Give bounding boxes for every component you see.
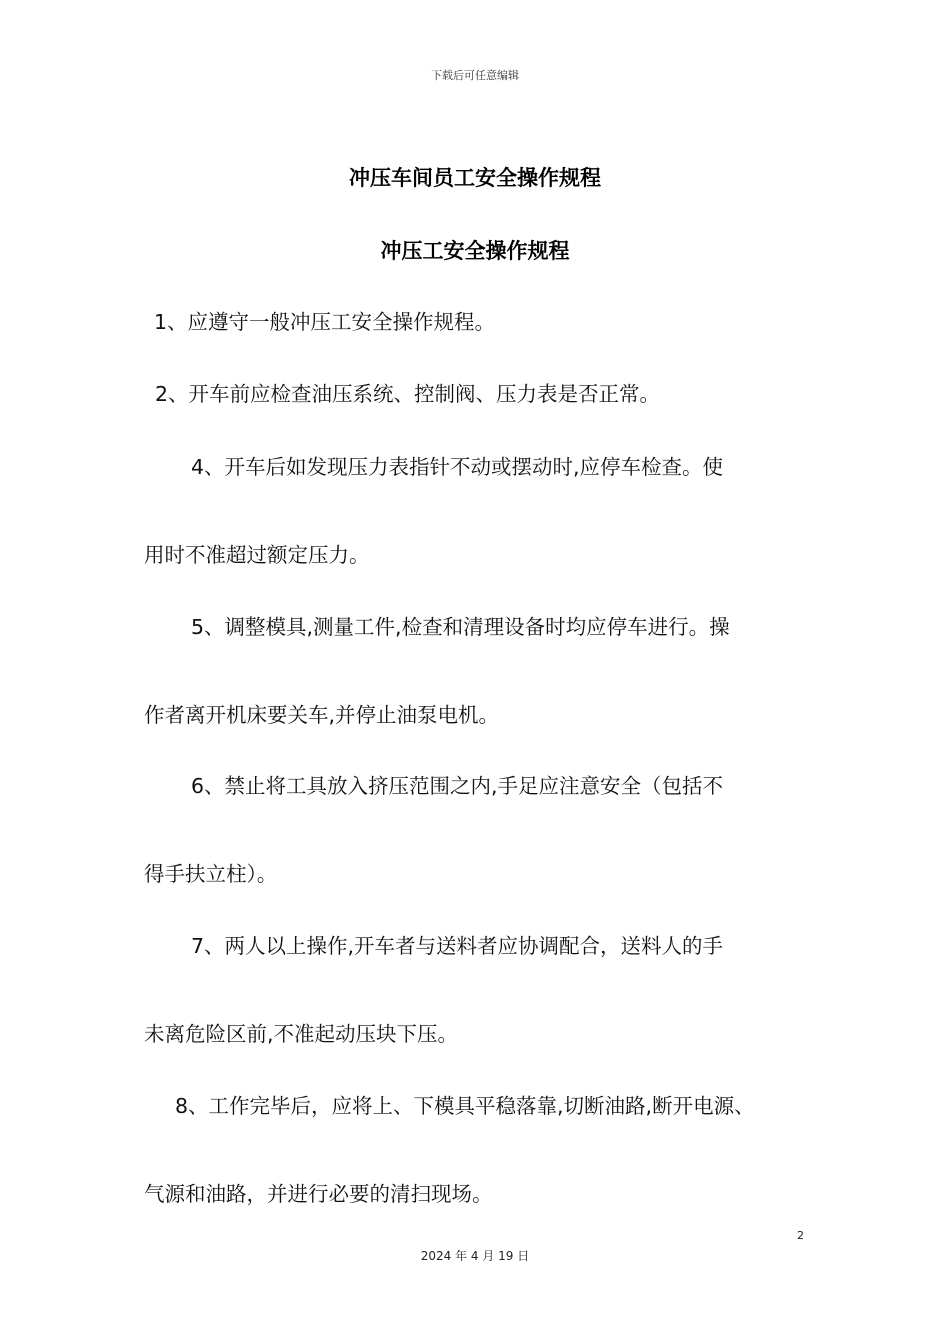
item-line: 8、工作完毕后，应将上、下模具平稳落靠,切断油路,断开电源、	[175, 1094, 755, 1118]
item-line: 5、调整模具,测量工件,检查和清理设备时均应停车进行。操	[191, 615, 730, 639]
document-title: 冲压车间员工安全操作规程	[349, 166, 601, 190]
list-item-7	[144, 902, 824, 1078]
list-item-5	[144, 583, 824, 759]
item-line: 2、开车前应检查油压系统、控制阀、压力表是否正常。	[155, 382, 661, 406]
item-line: 1、应遵守一般冲压工安全操作规程。	[154, 310, 496, 334]
footer-date: 2024 年 4 月 19 日	[420, 1249, 530, 1263]
page-header: 下载后可任意编辑	[431, 69, 519, 82]
item-line: 4、开车后如发现压力表指针不动或摆动时,应停车检查。使	[191, 455, 724, 479]
page-number: 2	[797, 1229, 804, 1242]
list-item-4	[144, 423, 824, 599]
item-line-continued: 得手扶立柱）。	[144, 862, 278, 886]
item-line-continued: 作者离开机床要关车,并停止油泵电机。	[144, 703, 500, 727]
document-subtitle: 冲压工安全操作规程	[380, 239, 570, 263]
item-line: 7、两人以上操作,开车者与送料者应协调配合，送料人的手	[191, 934, 724, 958]
item-line-continued: 用时不准超过额定压力。	[144, 543, 370, 567]
list-item-6	[144, 742, 824, 918]
item-line: 6、禁止将工具放入挤压范围之内,手足应注意安全（包括不	[191, 774, 724, 798]
item-line-continued: 未离危险区前,不准起动压块下压。	[144, 1022, 459, 1046]
list-item-8	[144, 1062, 824, 1238]
item-line-continued: 气源和油路，并进行必要的清扫现场。	[144, 1182, 493, 1206]
